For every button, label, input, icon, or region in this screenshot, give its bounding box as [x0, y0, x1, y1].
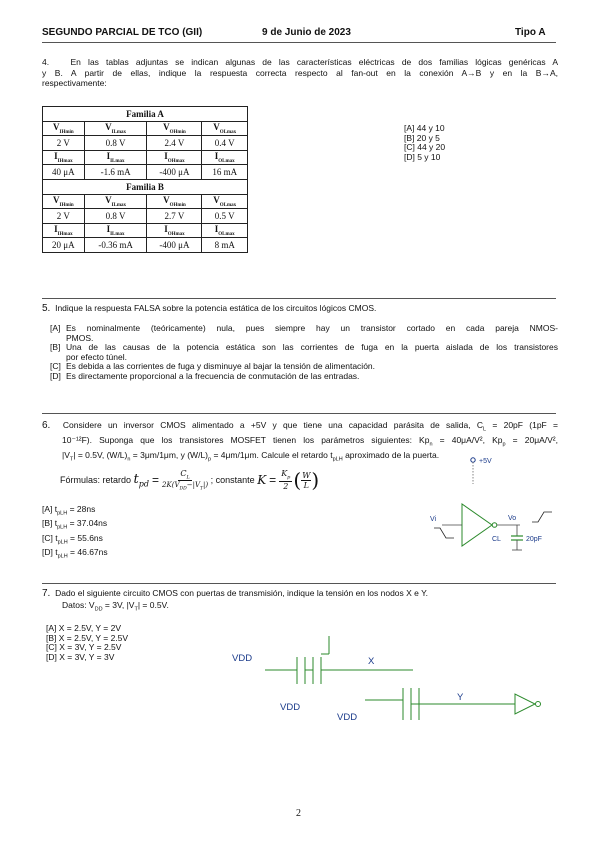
q5-option-b[interactable]: [B] Una de las causas de la potencia estática son las corrientes de fuga en la puerta aislada de los transistores por efecto túnel. — [50, 342, 558, 362]
q5-option-a[interactable]: [A] Es nominalmente (teóricamente) nula, pues siempre hay un transistor cortado en cada pareja NMOS- PMOS. — [50, 323, 558, 343]
vo-label: Vo — [508, 515, 517, 522]
family-a-voltage-values: 2 V 0.8 V 2.4 V 0.4 V — [43, 136, 248, 151]
q6-options — [42, 505, 108, 562]
q7-number: 7. — [42, 588, 51, 599]
q4-options — [404, 124, 445, 162]
vo-waveform — [532, 512, 552, 522]
family-b-voltage-values: 2 V 0.8 V 2.7 V 0.5 V — [43, 209, 248, 224]
family-a-current-headers: $I_{IHmax}$ $I_{ILmax}$ $I_{OHmax}$ $I_{OLmax}$ — [43, 150, 248, 165]
q4-option-a[interactable]: [A] 44 y 10 — [404, 123, 445, 133]
inverter-symbol — [462, 504, 492, 546]
inverter-circuit — [420, 448, 555, 560]
family-a-title: Familia A — [43, 107, 248, 122]
question-7 — [42, 588, 558, 615]
q4-text-line3: respectivamente: — [42, 78, 107, 88]
vdd-label-3: VDD — [337, 712, 358, 723]
page-number: 2 — [296, 808, 301, 819]
divider-q6 — [42, 413, 556, 414]
question-6: 6. Considere un inversor CMOS alimentado a +5V y que tiene una capacidad parásita de salida, $C_L = 20pF$ (1pF = 10⁻¹²F). Suponga que los transistores MOSFET tienen los parámetros siguientes: $Kp_n = 40\mu A/V^2$, $Kp_p = 20\mu A/V^2$, $|V_T| = 0.5V$, $(W/L)_n = 3\mu m/1\mu m$, y $(W/L)_p = 4\mu m/1\mu m$. Calcule el retardo $t_{pLH}$ aproximado de la puerta. — [42, 420, 558, 464]
q4-option-b[interactable]: [B] 20 y 5 — [404, 132, 440, 143]
vi-waveform — [434, 528, 454, 538]
family-b-voltage-headers: $V_{IHmin}$ $V_{ILmax}$ $V_{OHmin}$ $V_{OLmax}$ — [43, 194, 248, 209]
q6-number: 6. — [42, 420, 51, 431]
family-b-current-values: 20 μA -0.36 mA -400 μA 8 mA — [43, 238, 248, 253]
divider-q5 — [42, 298, 556, 299]
q6-formulas: Fórmulas: retardo $t_{pd}$ = $C_L$ $2K(V_{DD}-|V_T|)$ ; constante K = $\frac{K_p}{2}$ ( W L ) — [60, 468, 320, 492]
q5-option-d[interactable]: [D] Es directamente proporcional a la frecuencia de conmutación de las entradas. — [50, 370, 360, 381]
q4-text-line2: y B. A partir de ellas, indique la respuesta correcta respecto al fan-out en la conexión A→B y en la B→A, — [42, 67, 558, 78]
q7-option-b[interactable]: [B] X = 2.5V, Y = 2.5V — [46, 632, 129, 643]
exam-type: Tipo A — [515, 27, 546, 38]
q5-option-c[interactable]: [C] Es debida a las corrientes de fuga y disminuye al bajar la tensión de alimentación. — [50, 361, 376, 372]
cl-label: CL — [492, 536, 501, 543]
q7-options — [46, 624, 128, 662]
family-b-current-headers: $I_{IHmax}$ $I_{ILmax}$ $I_{OHmax}$ $I_{OLmax}$ — [43, 223, 248, 238]
q4-option-d[interactable]: [D] 5 y 10 — [404, 151, 441, 162]
q6-option-c[interactable]: [C] $t_{pLH} = 55.6ns$ — [42, 532, 103, 546]
q5-text: Indique la respuesta FALSA sobre la potencia estática de los circuitos lógicos CMOS. — [55, 303, 377, 313]
question-5 — [42, 303, 558, 315]
q7-text: Dado el siguiente circuito CMOS con puertas de transmisión, indique la tensión en los nodos X e Y. — [55, 588, 429, 598]
header-rule — [42, 42, 556, 43]
vdd-label-2: VDD — [280, 702, 301, 713]
q7-option-c[interactable]: [C] X = 3V, Y = 2.5V — [46, 642, 122, 653]
exam-date: 9 de Junio de 2023 — [262, 27, 351, 38]
q6-option-a[interactable]: [A] $t_{pLH} = 28ns$ — [42, 504, 96, 517]
q7-option-a[interactable]: [A] X = 2.5V, Y = 2V — [46, 623, 121, 633]
exam-title: SEGUNDO PARCIAL DE TCO (GII) — [42, 27, 203, 38]
divider-q7 — [42, 583, 556, 584]
node-y-label: Y — [457, 692, 464, 703]
question-4 — [42, 57, 558, 89]
q6-option-d[interactable]: [D] $t_{pLH} = 46.67ns$ — [42, 546, 108, 560]
vi-label: Vi — [430, 516, 437, 523]
family-tables — [42, 106, 248, 253]
q7-datos: Datos: $V_{DD} = 3V$, $|V_T| = 0.5V$. — [62, 599, 169, 613]
family-a-current-values: 40 μA -1.6 mA -400 μA 16 mA — [43, 165, 248, 180]
q6-option-b[interactable]: [B] $t_{pLH} = 37.04ns$ — [42, 518, 108, 531]
vplus-terminal — [471, 458, 475, 462]
transmission-gate-circuit — [225, 632, 555, 732]
family-a-voltage-headers: $V_{IHmin}$ $V_{ILmax}$ $V_{OHmin}$ $V_{OLmax}$ — [43, 121, 248, 136]
vplus-label: +5V — [479, 458, 492, 465]
q4-number: 4. — [42, 57, 50, 67]
output-inverter — [515, 694, 535, 714]
q4-text-line1: En las tablas adjuntas se indican algunas de las características eléctricas de dos familias lógicas genéricas A — [70, 57, 558, 67]
node-x-label: X — [368, 656, 375, 667]
q4-option-c[interactable]: [C] 44 y 20 — [404, 142, 446, 153]
vdd-label-1: VDD — [232, 653, 253, 664]
family-b-title: Familia B — [43, 179, 248, 194]
cap-value-label: 20pF — [526, 536, 542, 543]
q5-number: 5. — [42, 303, 51, 314]
q5-options — [50, 324, 558, 382]
q7-option-d[interactable]: [D] X = 3V, Y = 3V — [46, 651, 115, 662]
